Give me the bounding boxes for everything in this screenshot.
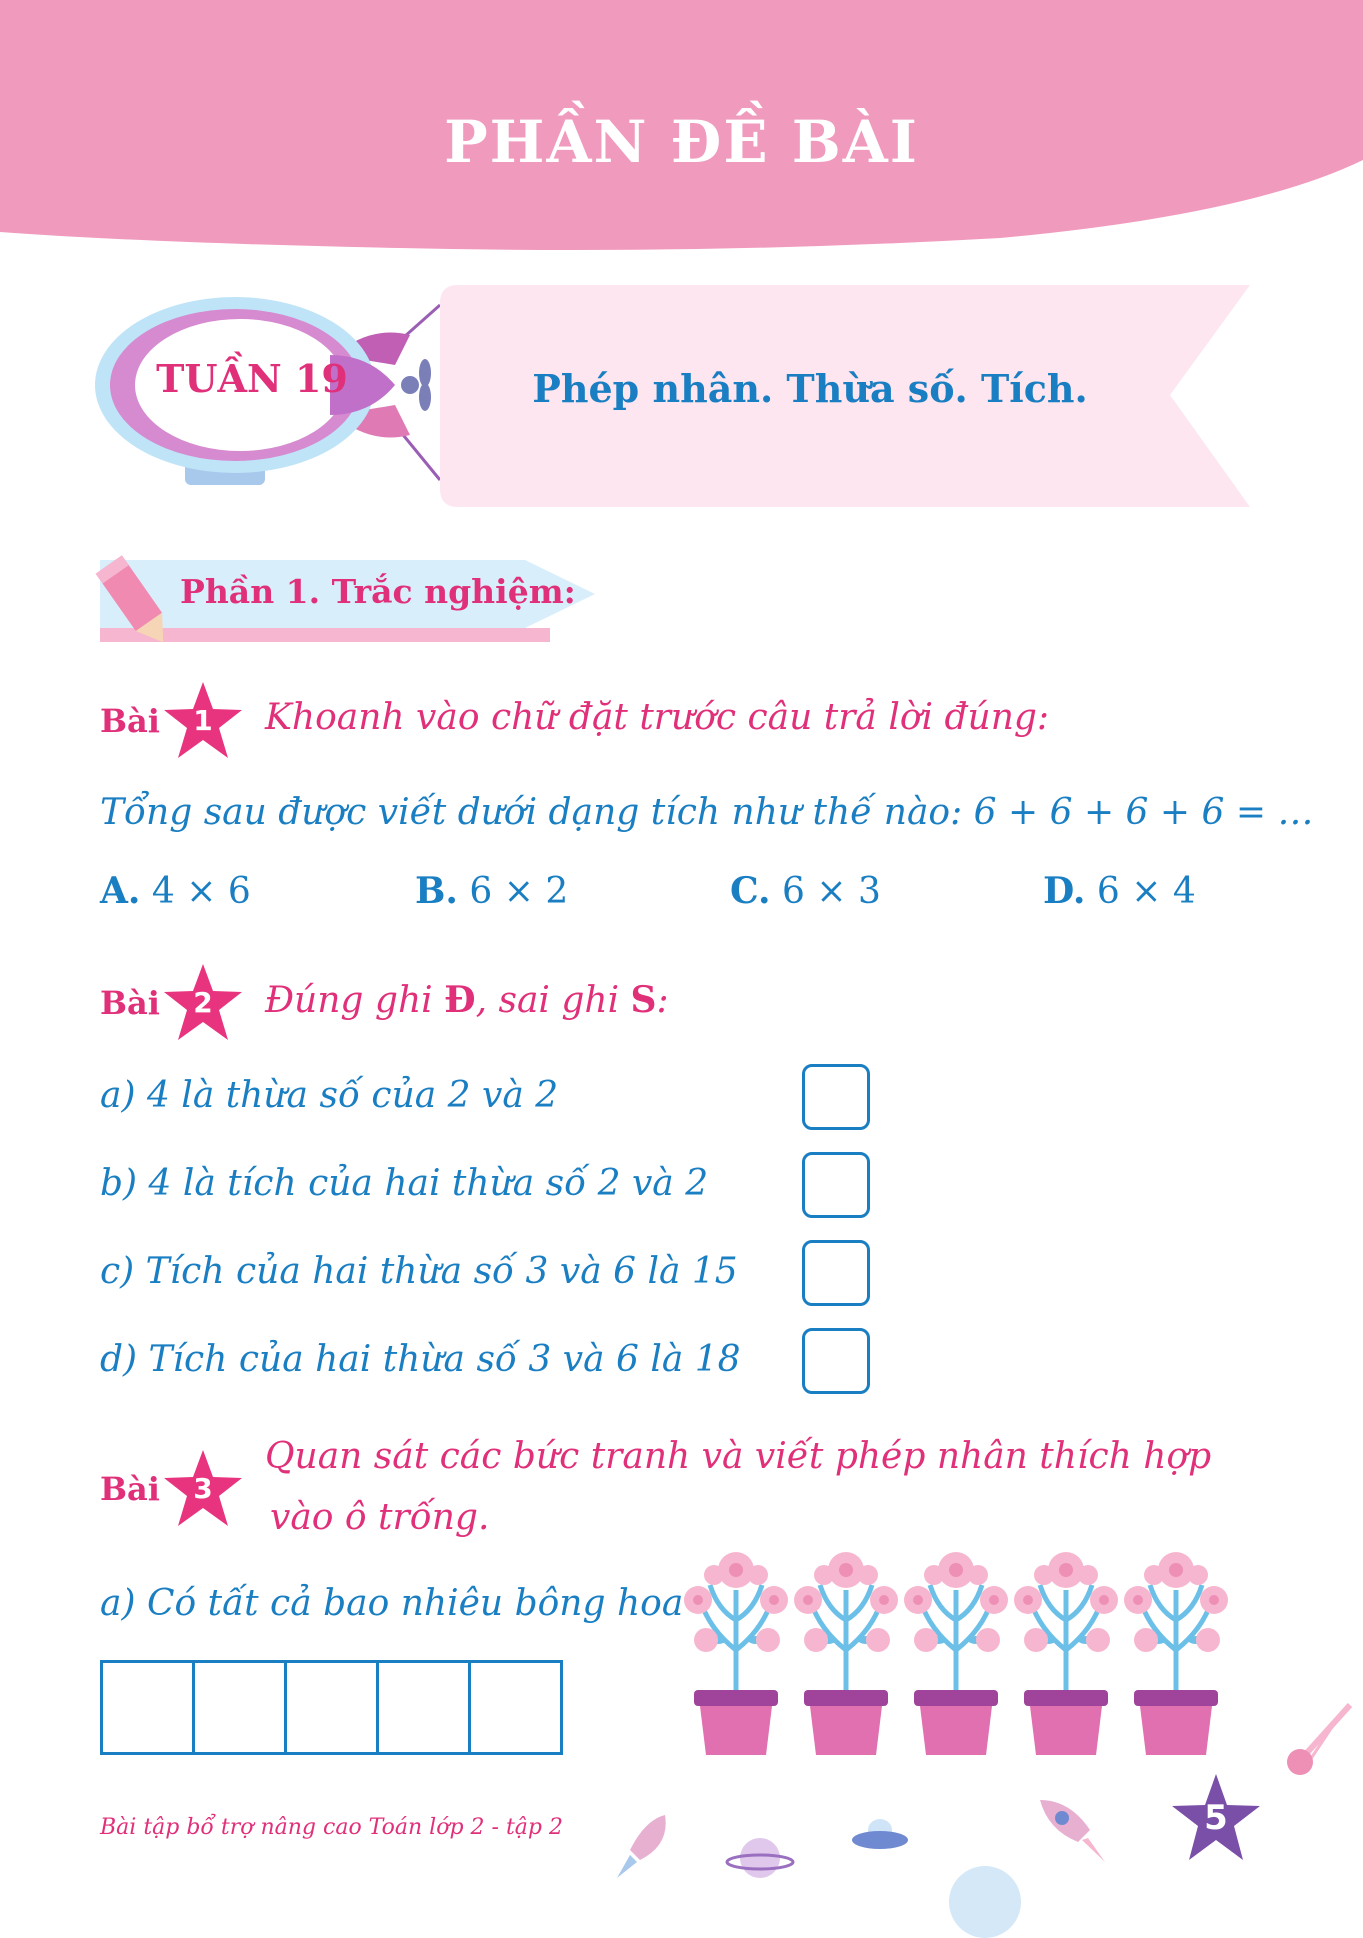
bai2-answer-box-d[interactable] (802, 1328, 870, 1394)
bai2-number: 2 (193, 986, 213, 1019)
ufo-icon (850, 1812, 910, 1860)
option-c[interactable] (730, 870, 881, 912)
bai3-item-a: a) Có tất cả bao nhiêu bông hoa (100, 1583, 684, 1624)
bai2-heading (100, 962, 244, 1044)
bai1-star-icon (162, 680, 244, 762)
answer-cell-3[interactable] (284, 1660, 379, 1755)
option-d[interactable] (1043, 870, 1196, 912)
bai2-item-c: c) Tích của hai thừa số 3 và 6 là 15 (100, 1251, 738, 1292)
option-b[interactable] (415, 870, 568, 912)
week-label: TUẦN 19 (156, 356, 348, 401)
option-a[interactable] (100, 870, 251, 912)
bai1-instruction: Khoanh vào chữ đặt trước câu trả lời đúng: (265, 697, 1050, 738)
bai2-item-b: b) 4 là tích của hai thừa số 2 và 2 (100, 1163, 709, 1204)
answer-cells (100, 1660, 560, 1755)
planet-icon (725, 1828, 795, 1888)
moon-icon (945, 1860, 1025, 1938)
page-title: PHẦN ĐỀ BÀI (444, 108, 919, 176)
option-d-letter: D. (1043, 870, 1086, 912)
option-b-text: 6 × 2 (457, 871, 569, 912)
answer-cell-4[interactable] (376, 1660, 471, 1755)
option-a-letter: A. (100, 870, 141, 912)
bai2-answer-box-c[interactable] (802, 1240, 870, 1306)
bai2-answer-box-b[interactable] (802, 1152, 870, 1218)
answer-cell-5[interactable] (468, 1660, 563, 1755)
bai3-instruction-line2: vào ô trống. (270, 1497, 490, 1538)
week-topic: Phép nhân. Thừa số. Tích. (532, 366, 1088, 411)
page-number-badge (1168, 1770, 1264, 1866)
bai2-word: Bài (100, 984, 160, 1022)
bai1-heading (100, 680, 244, 762)
rocket-icon-2 (1030, 1790, 1110, 1870)
bai1-number: 1 (193, 704, 213, 737)
bai2-star-icon (162, 962, 244, 1044)
footer-text: Bài tập bổ trợ nâng cao Toán lớp 2 - tập 2 (100, 1815, 563, 1840)
rocket-icon (615, 1810, 675, 1880)
bai1-question: Tổng sau được viết dưới dạng tích như thế nào: 6 + 6 + 6 + 6 = … (100, 792, 1314, 833)
bai1-word: Bài (100, 702, 160, 740)
option-a-text: 4 × 6 (140, 871, 251, 912)
bai2-answer-box-a[interactable] (802, 1064, 870, 1130)
answer-cell-1[interactable] (100, 1660, 195, 1755)
option-b-letter: B. (415, 870, 458, 912)
option-c-letter: C. (730, 870, 771, 912)
answer-cell-2[interactable] (192, 1660, 287, 1755)
page-number: 5 (1204, 1798, 1228, 1838)
bai3-star-icon (162, 1448, 244, 1530)
option-c-text: 6 × 3 (770, 871, 881, 912)
part1-label: Phần 1. Trắc nghiệm: (180, 572, 576, 611)
comet-icon (1280, 1700, 1360, 1780)
bai3-number: 3 (193, 1472, 213, 1505)
bai3-heading (100, 1448, 244, 1530)
bai2-item-d: d) Tích của hai thừa số 3 và 6 là 18 (100, 1339, 741, 1380)
option-d-text: 6 × 4 (1085, 871, 1196, 912)
bai3-word: Bài (100, 1470, 160, 1508)
bai3-instruction-line1: Quan sát các bức tranh và viết phép nhân thích hợp (265, 1436, 1212, 1477)
bai2-item-a: a) 4 là thừa số của 2 và 2 (100, 1075, 559, 1116)
bai2-instruction: Đúng ghi Đ, sai ghi S: (265, 979, 669, 1021)
flower-pots-illustration (680, 1530, 1240, 1760)
